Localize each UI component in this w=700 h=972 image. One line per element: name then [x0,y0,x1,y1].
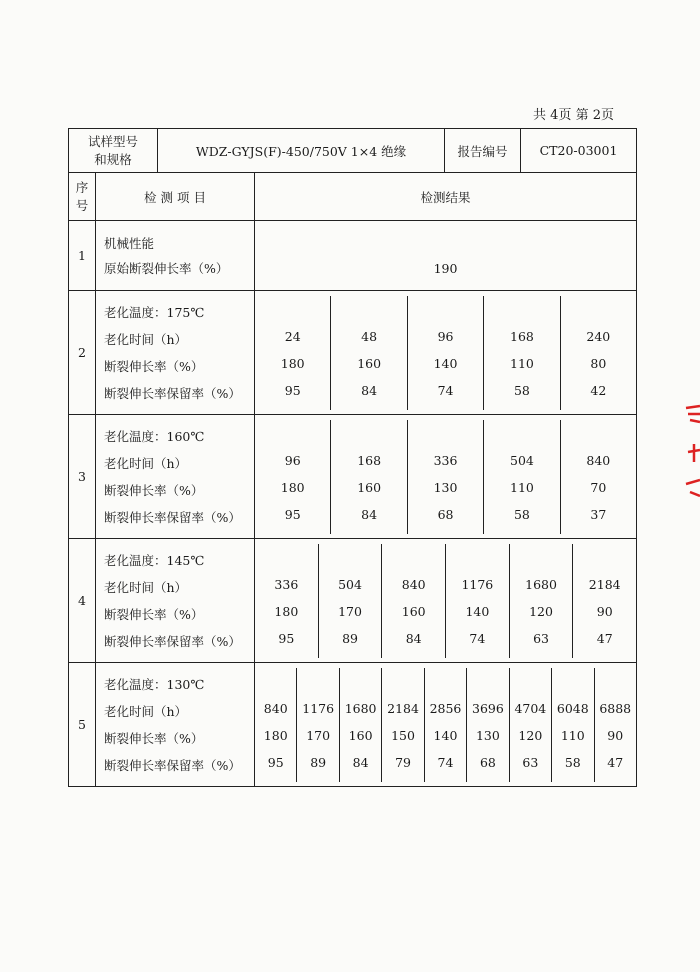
aging-time-value: 840 [401,576,426,592]
retention-value: 68 [479,754,496,770]
value-column [318,544,382,658]
seq-header-line1: 序 [75,179,89,195]
value-column [330,420,406,534]
elongation-value: 140 [433,355,458,371]
retention-label: 断裂伸长率保留率（%） [104,757,241,773]
elongation-value: 180 [280,355,305,371]
aging-time-value: 1680 [525,576,557,592]
aging-time-value: 48 [361,328,378,344]
elongation-label: 断裂伸长率（%） [104,482,204,498]
elongation-value: 80 [590,355,607,371]
temperature-label: 老化温度：160℃ [104,428,205,444]
aging-time-value: 168 [357,452,382,468]
temperature-label: 老化温度：145℃ [104,552,205,568]
section-1-row [69,221,637,291]
elongation-value: 130 [475,727,500,743]
section-1-result [255,221,637,291]
retention-value: 47 [596,630,613,646]
retention-value: 84 [361,506,378,522]
page-number: 共 4页 第 2页 [533,108,614,123]
elongation-value: 120 [529,603,553,619]
elongation-value: 130 [433,479,458,495]
temperature-label: 老化温度：175℃ [104,304,205,320]
section-number: 4 [69,539,96,663]
elongation-value: 160 [357,355,382,371]
elongation-value: 110 [510,355,534,371]
retention-value: 42 [590,382,607,398]
elongation-value: 170 [306,727,331,743]
aging-time-value: 240 [586,328,611,344]
aging-time-label: 老化时间（h） [104,455,188,471]
model-value: WDZ-GYJS(F)-450/750V 1×4 绝缘 [158,129,445,173]
retention-label: 断裂伸长率保留率（%） [104,385,241,401]
retention-value: 89 [310,754,327,770]
elongation-value: 140 [465,603,490,619]
retention-value: 89 [342,630,358,646]
aging-time-value: 840 [586,452,611,468]
retention-value: 74 [437,754,454,770]
value-column [560,420,636,534]
model-label-cell [69,129,158,173]
header-row [69,129,637,173]
value-column [339,668,381,782]
aging-time-value: 1176 [461,576,494,592]
section-values [255,415,637,539]
aging-time-value: 504 [510,452,534,468]
elongation-value: 150 [391,727,415,743]
elongation-value: 120 [518,727,543,743]
retention-value: 63 [522,754,539,770]
elongation-value: 140 [433,727,458,743]
retention-value: 58 [564,754,581,770]
value-column [255,296,330,410]
model-label-line2: 和规格 [94,151,132,167]
section-5-row [69,663,637,787]
elongation-label: 断裂伸长率（%） [104,358,204,374]
elongation-value: 110 [510,479,534,495]
section-2-row [69,291,637,415]
aging-time-value: 504 [338,576,362,592]
section-number: 3 [69,415,96,539]
result-header: 检测结果 [255,173,637,221]
elongation-value: 170 [338,603,362,619]
retention-label: 断裂伸长率保留率（%） [104,633,241,649]
retention-value: 95 [284,506,301,522]
report-number-value: CT20-03001 [521,129,637,173]
elongation-value: 110 [560,727,585,743]
retention-value: 79 [395,754,411,770]
aging-time-value: 840 [263,700,288,716]
elongation-value: 90 [607,727,624,743]
value-column [330,296,406,410]
aging-time-value: 2856 [429,700,462,716]
aging-time-value: 96 [437,328,454,344]
section-labels [96,415,255,539]
section-number: 5 [69,663,96,787]
value-column [296,668,338,782]
retention-value: 63 [533,630,549,646]
section-labels [96,663,255,787]
value-column [551,668,593,782]
section-labels [96,539,255,663]
aging-time-value: 6048 [556,700,589,716]
test-results-table [68,128,637,787]
elongation-value: 160 [357,479,382,495]
section-1-item: 原始断裂伸长率（%） [104,260,229,276]
aging-time-value: 1176 [302,700,335,716]
elongation-value: 160 [348,727,373,743]
section-4-row [69,539,637,663]
value-column [466,668,508,782]
aging-time-value: 6888 [599,700,632,716]
value-column [445,544,509,658]
value-column [255,420,330,534]
retention-value: 74 [469,630,486,646]
aging-time-value: 96 [284,452,301,468]
value-column [572,544,636,658]
retention-value: 37 [590,506,607,522]
elongation-label: 断裂伸长率（%） [104,730,204,746]
section-labels [96,291,255,415]
column-header-row [69,173,637,221]
value-column [560,296,636,410]
retention-value: 47 [607,754,624,770]
value-column [407,296,483,410]
report-number-label: 报告编号 [445,129,521,173]
value-column [424,668,466,782]
aging-time-value: 1680 [344,700,377,716]
retention-value: 95 [284,382,301,398]
value-column [509,544,573,658]
aging-time-value: 336 [433,452,458,468]
retention-value: 74 [437,382,454,398]
seq-header-line2: 号 [75,197,89,213]
retention-value: 95 [267,754,284,770]
aging-time-value: 24 [284,328,301,344]
item-header: 检 测 项 目 [96,173,255,221]
aging-time-value: 2184 [588,576,621,592]
aging-time-value: 168 [510,328,534,344]
value-column [255,668,296,782]
aging-time-label: 老化时间（h） [104,579,188,595]
section-number: 2 [69,291,96,415]
temperature-label: 老化温度：130℃ [104,676,205,692]
value-column [381,668,423,782]
section-1-value: 190 [433,260,458,276]
section-values [255,291,637,415]
value-column [594,668,636,782]
retention-value: 58 [513,506,530,522]
retention-value: 84 [405,630,422,646]
elongation-value: 180 [280,479,305,495]
value-column [407,420,483,534]
section-3-row [69,415,637,539]
section-values [255,663,637,787]
value-column [483,296,559,410]
elongation-value: 180 [274,603,299,619]
retention-value: 84 [361,382,378,398]
section-values [255,539,637,663]
aging-time-value: 2184 [387,700,419,716]
aging-time-value: 336 [274,576,299,592]
elongation-value: 70 [590,479,607,495]
model-label-line1: 试样型号 [88,133,139,149]
retention-value: 95 [278,630,295,646]
aging-time-value: 4704 [514,700,547,716]
value-column [255,544,318,658]
elongation-label: 断裂伸长率（%） [104,606,204,622]
section-1-items [96,221,255,291]
section-1-number: 1 [69,221,96,291]
aging-time-label: 老化时间（h） [104,703,188,719]
retention-value: 58 [513,382,530,398]
elongation-value: 90 [596,603,613,619]
aging-time-label: 老化时间（h） [104,331,188,347]
retention-value: 84 [352,754,369,770]
retention-label: 断裂伸长率保留率（%） [104,509,241,525]
red-stamp-fragment [678,400,700,510]
elongation-value: 180 [263,727,288,743]
section-1-title: 机械性能 [104,235,155,251]
retention-value: 68 [437,506,454,522]
value-column [509,668,551,782]
value-column [381,544,445,658]
aging-time-value: 3696 [472,700,504,716]
elongation-value: 160 [401,603,426,619]
seq-header [69,173,96,221]
value-column [483,420,559,534]
